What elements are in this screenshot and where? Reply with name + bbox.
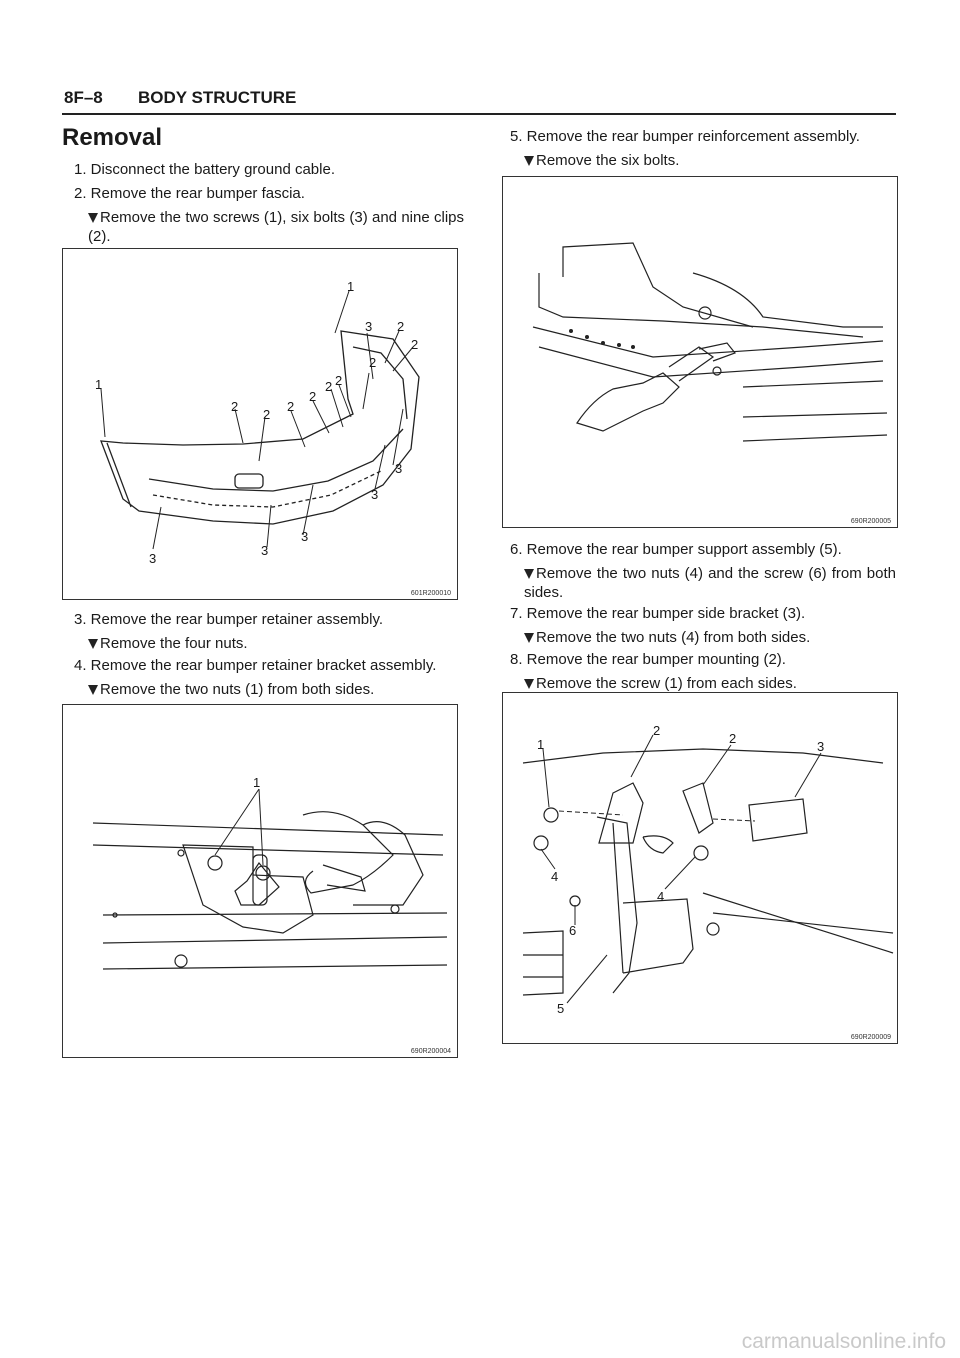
callout-3: 3 <box>817 739 825 754</box>
step-6: 6. Remove the rear bumper support assembly (5). <box>510 541 842 558</box>
figure-rear-bumper-fascia <box>62 248 458 600</box>
callout-3-d: 3 <box>261 543 269 558</box>
callout-3-top: 3 <box>365 319 373 334</box>
figure-code: 690R200009 <box>850 1034 891 1041</box>
callout-2-h: 2 <box>263 407 271 422</box>
triangle-bullet-icon <box>524 679 534 689</box>
callout-4-a: 4 <box>551 869 559 884</box>
callout-2-c: 2 <box>369 355 377 370</box>
bumper-fascia-illustration <box>63 249 457 599</box>
step-3: 3. Remove the rear bumper retainer assembly. <box>74 611 384 628</box>
step-8: 8. Remove the rear bumper mounting (2). <box>510 651 786 668</box>
callout-3-a: 3 <box>395 461 403 476</box>
step-4-substep: Remove the two nuts (1) from both sides. <box>88 680 374 699</box>
callout-4-b: 4 <box>657 889 665 904</box>
callout-2-a: 2 <box>653 723 661 738</box>
callout-1: 1 <box>537 737 545 752</box>
retainer-bracket-illustration <box>63 705 457 1057</box>
step-3-substep: Remove the four nuts. <box>88 634 248 653</box>
triangle-bullet-icon <box>88 213 98 223</box>
triangle-bullet-icon <box>524 156 534 166</box>
callout-3-b: 3 <box>371 487 379 502</box>
callout-2-g: 2 <box>287 399 295 414</box>
figure-code: 690R200005 <box>850 518 891 525</box>
callout-3-e: 3 <box>149 551 157 566</box>
callout-1-left: 1 <box>95 377 103 392</box>
step-1: 1. Disconnect the battery ground cable. <box>74 161 335 178</box>
figure-code: 601R200010 <box>410 590 451 597</box>
step-6-substep: Remove the two nuts (4) and the screw (6) from both sides. <box>524 565 896 601</box>
page-header-title: BODY STRUCTURE <box>138 88 297 107</box>
callout-2-b: 2 <box>411 337 419 352</box>
page-section-number: 8F–8 <box>64 88 103 107</box>
figure-reinforcement <box>502 176 898 528</box>
callout-2-b: 2 <box>729 731 737 746</box>
figure-code: 690R200004 <box>410 1048 451 1055</box>
triangle-bullet-icon <box>524 633 534 643</box>
figure-support-assembly <box>502 692 898 1044</box>
callout-5: 5 <box>557 1001 565 1016</box>
header-divider <box>62 113 896 115</box>
callout-2-i: 2 <box>231 399 239 414</box>
callout-3-c: 3 <box>301 529 309 544</box>
callout-2-d: 2 <box>335 373 343 388</box>
step-5-substep: Remove the six bolts. <box>524 151 679 170</box>
step-7-substep: Remove the two nuts (4) from both sides. <box>524 628 810 647</box>
section-title: Removal <box>62 124 163 151</box>
step-2-substep: Remove the two screws (1), six bolts (3) and nine clips (2). <box>88 209 464 245</box>
callout-2-a: 2 <box>397 319 405 334</box>
step-4: 4. Remove the rear bumper retainer bracket assembly. <box>74 657 437 674</box>
reinforcement-illustration <box>503 177 897 527</box>
step-7: 7. Remove the rear bumper side bracket (3). <box>510 605 806 622</box>
figure-retainer-bracket <box>62 704 458 1058</box>
callout-1-top: 1 <box>347 279 355 294</box>
watermark: carmanualsonline.info <box>741 1330 946 1353</box>
step-2: 2. Remove the rear bumper fascia. <box>74 185 305 202</box>
triangle-bullet-icon <box>88 685 98 695</box>
triangle-bullet-icon <box>524 569 534 579</box>
triangle-bullet-icon <box>88 639 98 649</box>
callout-2-f: 2 <box>309 389 317 404</box>
step-8-substep: Remove the screw (1) from each sides. <box>524 674 797 693</box>
callout-1: 1 <box>253 775 261 790</box>
callout-6: 6 <box>569 923 577 938</box>
callout-2-e: 2 <box>325 379 333 394</box>
support-assembly-illustration <box>503 693 897 1043</box>
step-5: 5. Remove the rear bumper reinforcement assembly. <box>510 128 860 145</box>
